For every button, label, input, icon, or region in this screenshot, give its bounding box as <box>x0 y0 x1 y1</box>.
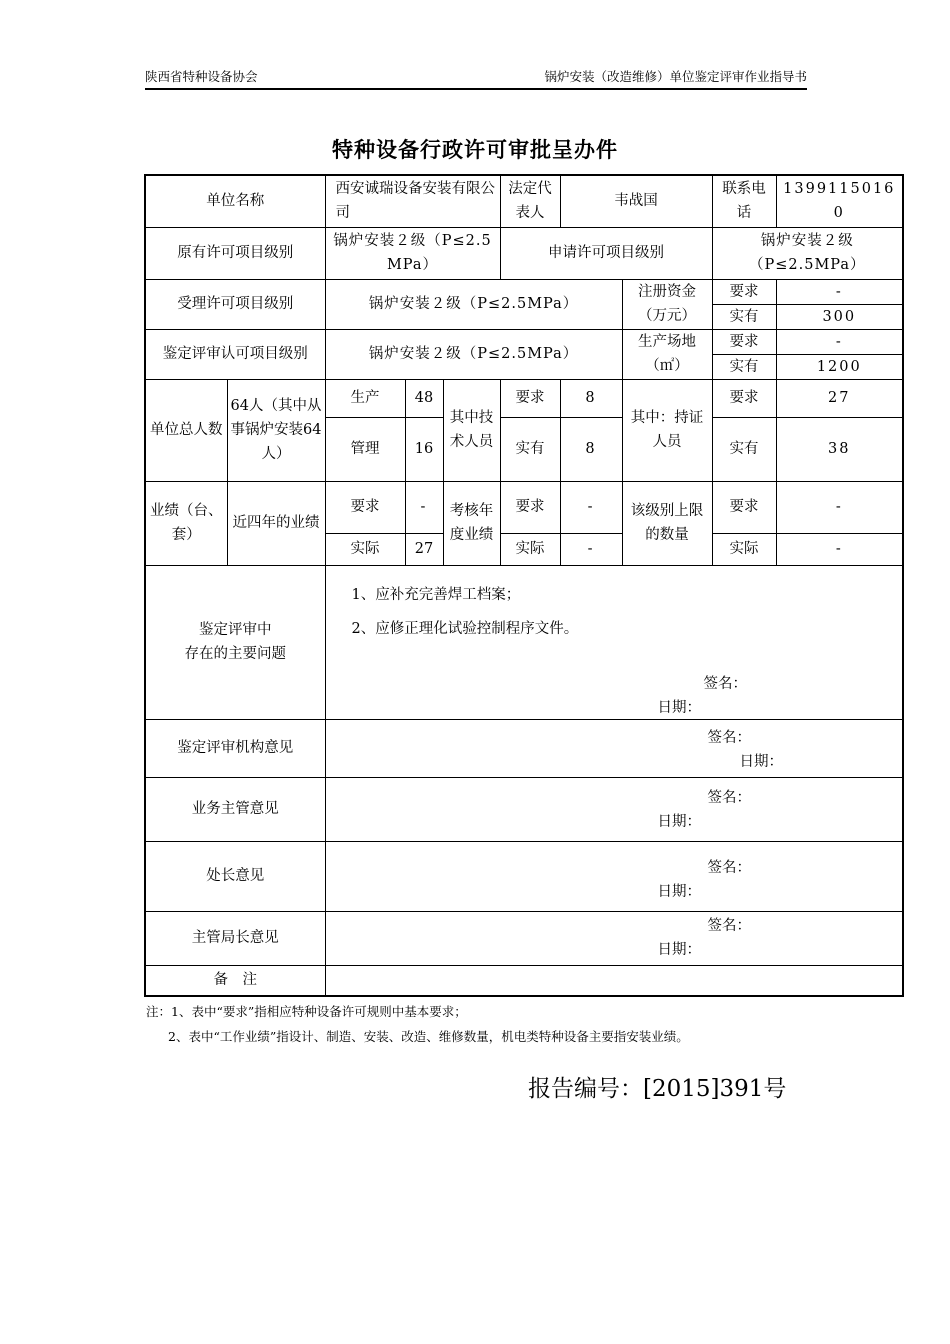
chief-opinion-label: 处长意见 <box>145 841 325 911</box>
approval-form-table <box>144 174 904 997</box>
row-performance-required <box>145 481 903 533</box>
site-required-label: 要求 <box>712 329 776 354</box>
capital-required-value: - <box>776 279 903 304</box>
recent-required-value: - <box>405 481 443 533</box>
row-accept-license <box>145 279 903 304</box>
eval-license-label: 鉴定评审认可项目级别 <box>145 329 325 379</box>
staff-total-label: 单位总人数 <box>145 379 227 481</box>
exam-required-value: - <box>560 481 622 533</box>
row-chief-opinion <box>145 841 903 911</box>
chief-opinion-content <box>325 841 903 911</box>
recent-required-label: 要求 <box>325 481 405 533</box>
issue-item: 1、应补充完善焊工档案； <box>351 586 521 603</box>
site-label: 生产场地（㎡） <box>622 329 712 379</box>
unit-name-value: 西安诚瑞设备安装有限公司 <box>325 175 500 227</box>
unit-name-label: 单位名称 <box>145 175 325 227</box>
tech-actual-label: 实有 <box>500 417 560 481</box>
director-date-label: 日期： <box>657 941 701 958</box>
row-director-opinion <box>145 911 903 965</box>
tech-staff-label: 其中技术人员 <box>443 379 500 481</box>
supervisor-opinion-content <box>325 777 903 841</box>
eval-license-value: 锅炉安装２级（P≤2.5MPa） <box>325 329 622 379</box>
cert-actual-value: 38 <box>776 417 903 481</box>
row-eval-license <box>145 329 903 354</box>
issues-label-line1: 鉴定评审中 <box>199 622 272 638</box>
issues-label <box>145 565 325 719</box>
site-actual-value: 1200 <box>776 354 903 379</box>
management-label: 管理 <box>325 417 405 481</box>
accept-license-label: 受理许可项目级别 <box>145 279 325 329</box>
capital-actual-value: 300 <box>776 304 903 329</box>
agency-opinion-label: 鉴定评审机构意见 <box>145 719 325 777</box>
apply-license-label: 申请许可项目级别 <box>500 227 712 279</box>
recent-actual-value: 27 <box>405 533 443 565</box>
recent-actual-label: 实际 <box>325 533 405 565</box>
upper-required-label: 要求 <box>712 481 776 533</box>
supervisor-sign-label: 签名： <box>707 789 751 806</box>
row-remarks <box>145 965 903 996</box>
phone-value: 13991150160 <box>776 175 903 227</box>
agency-date-label: 日期： <box>739 753 783 770</box>
apply-license-value <box>712 227 903 279</box>
apply-license-line1: 锅炉安装２级 <box>760 233 854 249</box>
issues-list <box>352 578 579 646</box>
note-line-1: 注：1、表中“要求”指相应特种设备许可规则中基本要求； <box>146 1004 467 1019</box>
row-original-license <box>145 227 903 279</box>
apply-license-line2: （P≤2.5MPa） <box>749 257 866 273</box>
capital-label: 注册资金（万元） <box>622 279 712 329</box>
header-org: 陕西省特种设备协会 <box>145 69 258 84</box>
agency-sign-label: 签名： <box>707 729 751 746</box>
note-line-2: 2、表中“工作业绩”指设计、制造、安装、改造、维修数量，机电类特种设备主要指安装业绩。 <box>168 1029 689 1044</box>
upper-required-value: - <box>776 481 903 533</box>
exam-required-label: 要求 <box>500 481 560 533</box>
production-label: 生产 <box>325 379 405 417</box>
management-count: 16 <box>405 417 443 481</box>
row-unit-info <box>145 175 903 227</box>
cert-actual-label: 实有 <box>712 417 776 481</box>
site-actual-label: 实有 <box>712 354 776 379</box>
row-agency-opinion <box>145 719 903 777</box>
recent-performance-label: 近四年的业绩 <box>227 481 325 565</box>
original-license-value: 锅炉安装２级（P≤2.5MPa） <box>325 227 500 279</box>
tech-required-value: 8 <box>560 379 622 417</box>
performance-label: 业绩（台、套） <box>145 481 227 565</box>
supervisor-opinion-label: 业务主管意见 <box>145 777 325 841</box>
upper-limit-label: 该级别上限的数量 <box>622 481 712 565</box>
staff-total-desc: 64人（其中从事锅炉安装64人） <box>227 379 325 481</box>
tech-required-label: 要求 <box>500 379 560 417</box>
cert-required-label: 要求 <box>712 379 776 417</box>
form-title: 特种设备行政许可审批呈办件 <box>332 137 618 162</box>
director-sign-label: 签名： <box>707 917 751 934</box>
report-number: 报告编号：[2015]391号 <box>528 1076 787 1102</box>
page-header <box>145 66 807 90</box>
legal-rep-label: 法定代表人 <box>500 175 560 227</box>
capital-actual-label: 实有 <box>712 304 776 329</box>
original-license-label: 原有许可项目级别 <box>145 227 325 279</box>
production-count: 48 <box>405 379 443 417</box>
exam-actual-label: 实际 <box>500 533 560 565</box>
exam-performance-label: 考核年度业绩 <box>443 481 500 565</box>
issues-content <box>325 565 903 719</box>
capital-required-label: 要求 <box>712 279 776 304</box>
chief-sign-label: 签名： <box>707 859 751 876</box>
issues-date-label: 日期： <box>657 699 701 716</box>
legal-rep-value: 韦战国 <box>560 175 712 227</box>
issues-sign-label: 签名： <box>703 675 747 692</box>
header-doc-title: 锅炉安装（改造维修）单位鉴定评审作业指导书 <box>544 69 807 84</box>
issues-label-line2: 存在的主要问题 <box>184 646 286 662</box>
issue-item: 2、应修正理化试验控制程序文件。 <box>351 620 579 637</box>
phone-label: 联系电话 <box>712 175 776 227</box>
remarks-value <box>325 965 903 996</box>
director-opinion-content <box>325 911 903 965</box>
site-required-value: - <box>776 329 903 354</box>
agency-opinion-content <box>325 719 903 777</box>
tech-actual-value: 8 <box>560 417 622 481</box>
exam-actual-value: - <box>560 533 622 565</box>
remarks-label: 备 注 <box>145 965 325 996</box>
upper-actual-value: - <box>776 533 903 565</box>
chief-date-label: 日期： <box>657 883 701 900</box>
supervisor-date-label: 日期： <box>657 813 701 830</box>
row-staff-production <box>145 379 903 417</box>
director-opinion-label: 主管局长意见 <box>145 911 325 965</box>
row-supervisor-opinion <box>145 777 903 841</box>
upper-actual-label: 实际 <box>712 533 776 565</box>
row-main-issues <box>145 565 903 719</box>
cert-staff-label: 其中：持证人员 <box>622 379 712 481</box>
cert-required-value: 27 <box>776 379 903 417</box>
accept-license-value: 锅炉安装２级（P≤2.5MPa） <box>325 279 622 329</box>
